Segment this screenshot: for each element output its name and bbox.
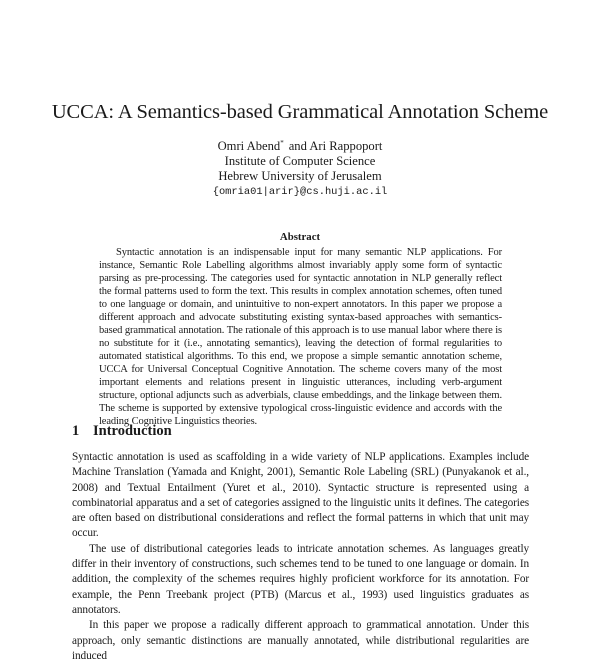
paper-title: UCCA: A Semantics-based Grammatical Annotation Scheme <box>51 101 549 123</box>
section-heading-introduction <box>72 423 172 440</box>
paragraph: Syntactic annotation is used as scaffolding in a wide variety of NLP applications. Examples include Machine Translation (Yamada and Knight, 2001), Semantic Role Labeling (SRL) (Punyakanok et al., 2008) and Textual Entailment (Yuret et al., 2010). Syntactic structure is represented using a combinatorial apparatus and a set of categories assigned to the linguistic units it defines. The categories are often based on distributional considerations and reflect the formal patterns in which that unit may occur. <box>72 451 529 540</box>
affiliation-1: Institute of Computer Science <box>224 154 376 169</box>
footnote-mark: * <box>280 139 284 147</box>
section-title: Introduction <box>93 423 172 439</box>
author-email: {omria01|arir}@cs.huji.ac.il <box>212 185 388 198</box>
paragraph: The use of distributional categories leads to intricate annotation schemes. As languages greatly differ in their inventory of constructions, such schemes tend to be tuned to one language or domain. In addition, the complexity of the schemes requires highly proficient workforce for its annotation. For example, the Penn Treebank project (PTB) (Marcus et al., 1993) used linguistics graduates as annotators. <box>72 542 529 616</box>
abstract-heading: Abstract <box>279 231 321 243</box>
abstract-text: Syntactic annotation is an indispensable input for many semantic NLP applications. For instance, Semantic Role Labelling algorithms almost invariably apply some form of syntactic parsing as pre-processing. The categories used for syntactic annotation in NLP generally reflect the formal patterns used to form the text. This results in complex annotation schemes, often tuned to one language or domain, and unintuitive to non-expert annotators. In this paper we propose a different approach and advocate substituting existing syntax-based approaches with semantics-based grammatical annotation. The rationale of this approach is to use manual labor where there is no substitute for it (i.e., annotating semantics), leaving the detection of formal regularities to automated statistical algorithms. To this end, we propose a simple semantic annotation scheme, UCCA for Universal Conceptual Cognitive Annotation. The scheme covers many of the most important elements and relations present in linguistic utterances, including verb-argument structure, optional adjuncts such as adverbials, clause embeddings, and the linkage between them. The scheme is supported by extensive typological cross-linguistic evidence and accords with the leading Cognitive Linguistics theories. <box>99 246 502 428</box>
section-number: 1 <box>72 423 80 439</box>
affiliation-2: Hebrew University of Jerusalem <box>218 169 382 184</box>
author-rest: and Ari Rappoport <box>288 139 383 153</box>
author-names <box>0 136 600 154</box>
introduction-body <box>72 450 529 664</box>
paragraph: In this paper we propose a radically different approach to grammatical annotation. Under this approach, only semantic distinctions are manually annotated, while distributional regularities are induced <box>72 619 529 662</box>
author-first: Omri Abend <box>217 139 281 153</box>
author-block <box>0 136 600 200</box>
